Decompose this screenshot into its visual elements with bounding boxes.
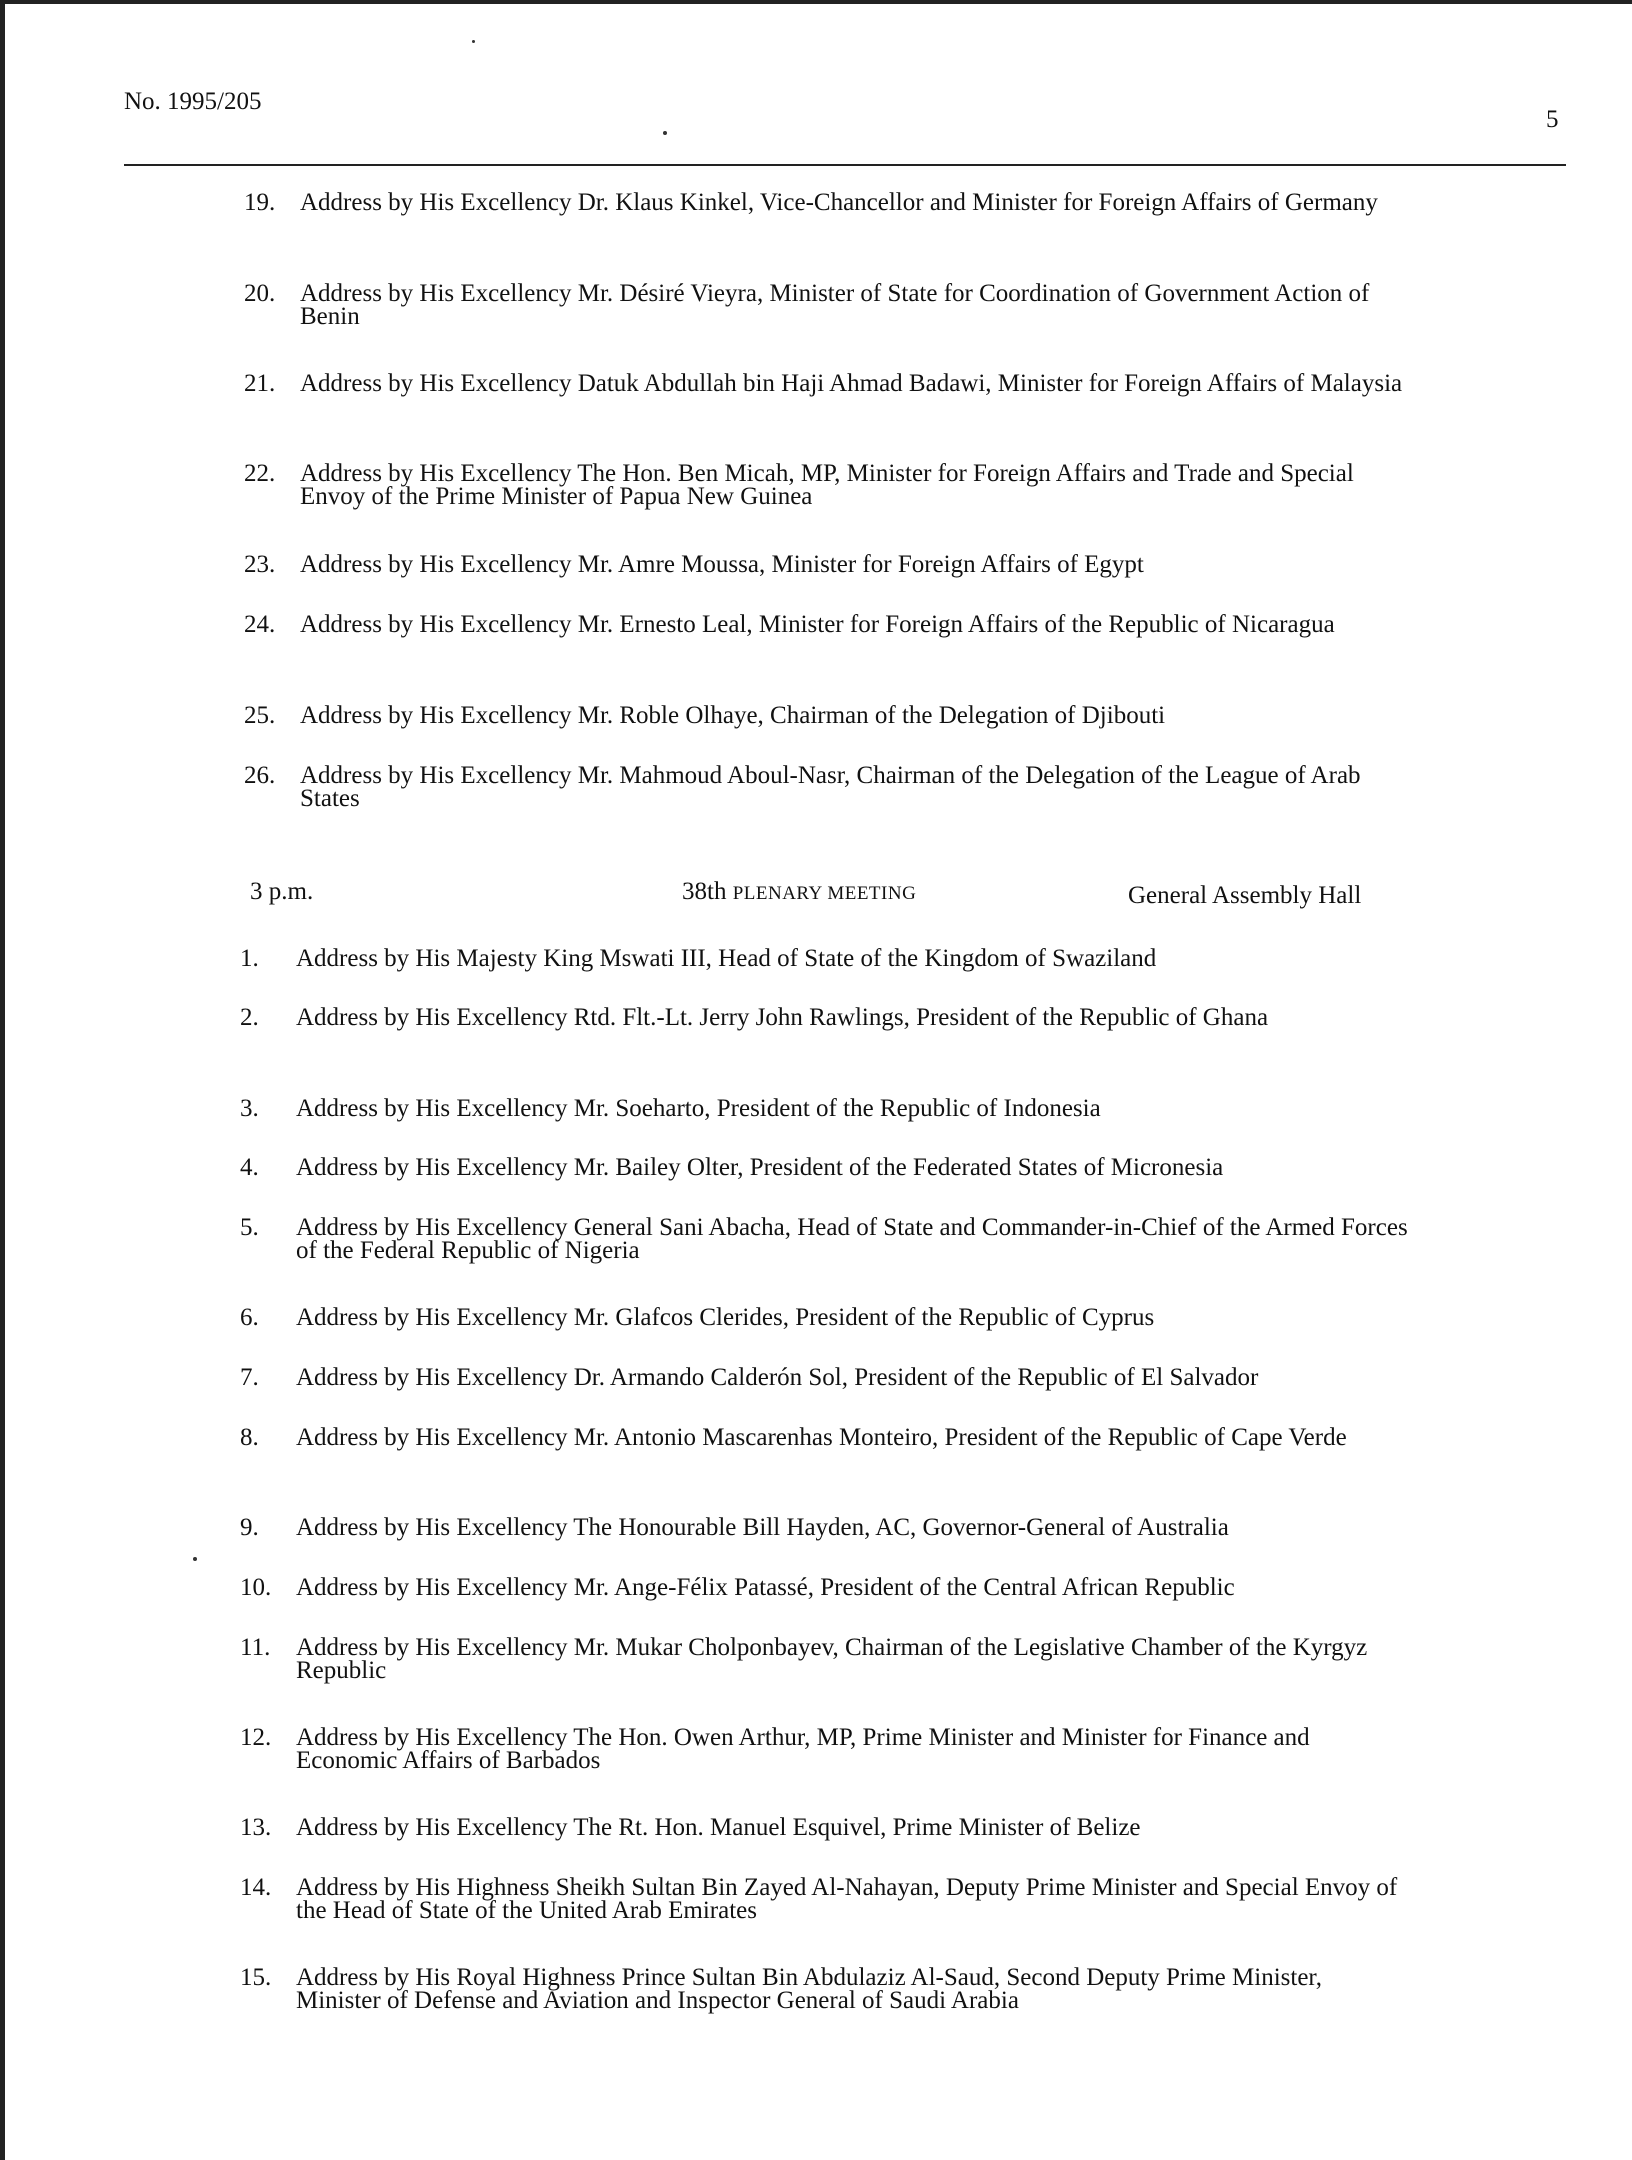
item-text: Address by His Excellency Dr. Armando Calderón Sol, President of the Republic of El Salvador	[296, 1364, 1259, 1391]
item-text: Address by His Excellency Mr. Ange-Félix Patassé, President of the Central African Republic	[296, 1574, 1235, 1601]
item-number: 24.	[244, 611, 276, 638]
item-number: 11.	[240, 1634, 271, 1661]
item-text: Address by His Excellency Mr. Ernesto Leal, Minister for Foreign Affairs of the Republic of Nicaragua	[300, 611, 1335, 638]
meeting-place: General Assembly Hall	[1128, 882, 1362, 909]
document-number: No. 1995/205	[124, 88, 262, 115]
item-number: 23.	[244, 551, 276, 578]
meeting-title	[682, 878, 916, 906]
header-rule	[124, 164, 1566, 166]
item-number: 22.	[244, 460, 276, 487]
item-number: 4.	[240, 1154, 259, 1181]
item-text: Address by His Excellency Mr. Amre Moussa, Minister for Foreign Affairs of Egypt	[300, 551, 1144, 578]
item-text: Address by His Excellency Datuk Abdullah bin Haji Ahmad Badawi, Minister for Foreign Affairs of Malaysia	[300, 370, 1403, 397]
item-text: Address by His Excellency The Hon. Owen Arthur, MP, Prime Minister and Minister for Finance and Economic Affairs of Barbados	[296, 1724, 1310, 1774]
item-number: 12.	[240, 1724, 272, 1751]
item-text: Address by His Excellency The Rt. Hon. Manuel Esquivel, Prime Minister of Belize	[296, 1814, 1141, 1841]
item-number: 8.	[240, 1424, 259, 1451]
item-text: Address by His Excellency General Sani Abacha, Head of State and Commander-in-Chief of the Armed Forces of the Federal Republic of Nigeria	[296, 1214, 1408, 1264]
item-text: Address by His Majesty King Mswati III, Head of State of the Kingdom of Swaziland	[296, 945, 1157, 972]
item-number: 15.	[240, 1964, 272, 1991]
item-number: 6.	[240, 1304, 259, 1331]
item-text: Address by His Excellency Mr. Désiré Vieyra, Minister of State for Coordination of Government Action of Benin	[300, 280, 1370, 330]
item-number: 9.	[240, 1514, 259, 1541]
meeting-number: 38th	[682, 878, 727, 905]
item-number: 20.	[244, 280, 276, 307]
item-number: 3.	[240, 1095, 259, 1122]
item-text: Address by His Excellency Dr. Klaus Kinkel, Vice-Chancellor and Minister for Foreign Affairs of Germany	[300, 189, 1378, 216]
scan-speck	[193, 1557, 197, 1561]
scan-edge-left	[0, 0, 5, 2160]
item-number: 2.	[240, 1004, 259, 1031]
meeting-header	[250, 878, 1404, 908]
scan-edge-top	[0, 0, 1632, 4]
scan-speck	[663, 131, 667, 135]
item-text: Address by His Excellency The Honourable Bill Hayden, AC, Governor-General of Australia	[296, 1514, 1229, 1541]
item-text: Address by His Excellency Mr. Mahmoud Aboul-Nasr, Chairman of the Delegation of the League of Arab States	[300, 762, 1361, 812]
item-text: Address by His Royal Highness Prince Sultan Bin Abdulaziz Al-Saud, Second Deputy Prime Minister, Minister of Defense and Aviation and Inspector General of Saudi Arabia	[296, 1964, 1322, 2014]
item-text: Address by His Excellency The Hon. Ben Micah, MP, Minister for Foreign Affairs and Trade and Special Envoy of the Prime Minister of Papua New Guinea	[300, 460, 1354, 510]
item-text: Address by His Excellency Mr. Mukar Cholponbayev, Chairman of the Legislative Chamber of the Kyrgyz Republic	[296, 1634, 1368, 1684]
meeting-name: PLENARY MEETING	[732, 883, 917, 904]
item-number: 1.	[240, 945, 259, 972]
item-text: Address by His Excellency Rtd. Flt.-Lt. Jerry John Rawlings, President of the Republic of Ghana	[296, 1004, 1269, 1031]
item-text: Address by His Excellency Mr. Bailey Olter, President of the Federated States of Micronesia	[296, 1154, 1224, 1181]
item-text: Address by His Highness Sheikh Sultan Bin Zayed Al-Nahayan, Deputy Prime Minister and Special Envoy of the Head of State of the United Arab Emirates	[296, 1874, 1398, 1924]
item-number: 26.	[244, 762, 276, 789]
item-number: 5.	[240, 1214, 259, 1241]
item-number: 13.	[240, 1814, 272, 1841]
item-number: 7.	[240, 1364, 259, 1391]
item-text: Address by His Excellency Mr. Antonio Mascarenhas Monteiro, President of the Republic of Cape Verde	[296, 1424, 1347, 1451]
item-number: 10.	[240, 1574, 272, 1601]
item-number: 25.	[244, 702, 276, 729]
item-text: Address by His Excellency Mr. Glafcos Clerides, President of the Republic of Cyprus	[296, 1304, 1155, 1331]
item-number: 21.	[244, 370, 276, 397]
meeting-time: 3 p.m.	[250, 878, 314, 905]
scan-speck	[472, 40, 475, 43]
item-number: 14.	[240, 1874, 272, 1901]
item-text: Address by His Excellency Mr. Soeharto, President of the Republic of Indonesia	[296, 1095, 1101, 1122]
page-number: 5	[1546, 106, 1559, 133]
item-text: Address by His Excellency Mr. Roble Olhaye, Chairman of the Delegation of Djibouti	[300, 702, 1166, 729]
item-number: 19.	[244, 189, 276, 216]
